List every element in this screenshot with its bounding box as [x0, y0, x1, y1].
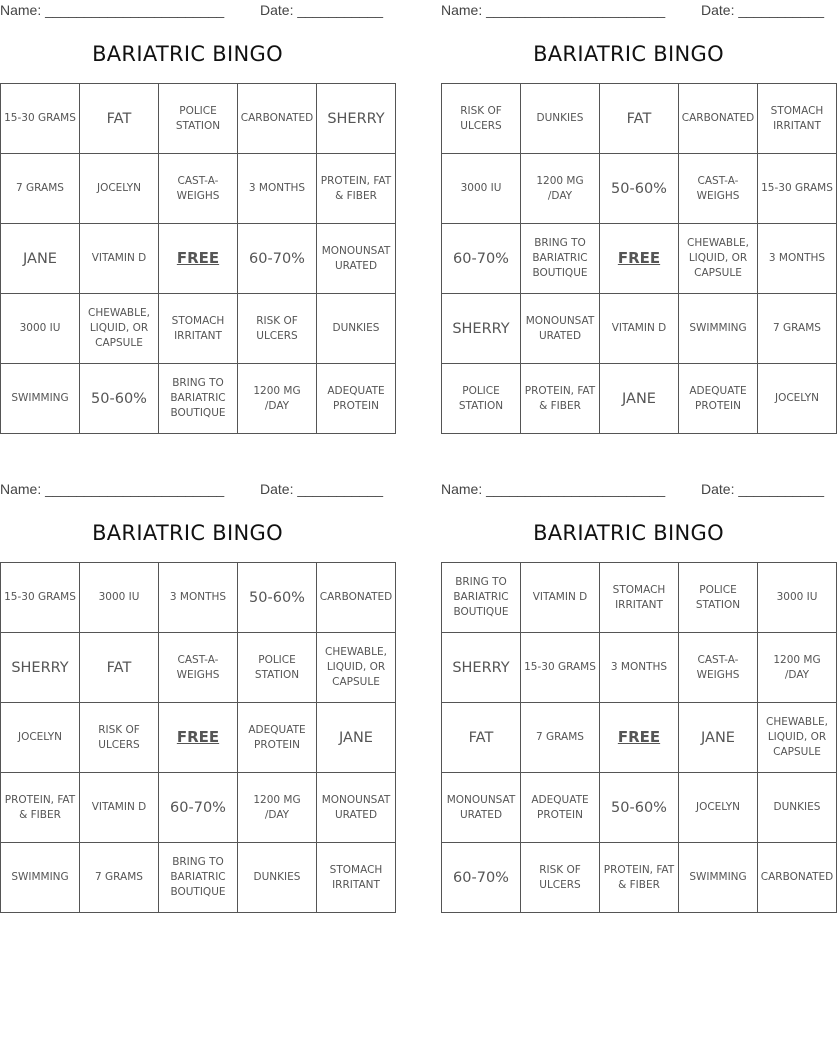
bingo-cell: 15-30 GRAMS: [1, 84, 80, 154]
bingo-cell: SHERRY: [317, 84, 396, 154]
bingo-cell: CHEWABLE, LIQUID, OR CAPSULE: [679, 224, 758, 294]
name-date-line: [0, 479, 383, 501]
bingo-cell: CARBONATED: [238, 84, 317, 154]
bingo-cell: STOMACH IRRITANT: [758, 84, 837, 154]
bingo-cell: POLICE STATION: [159, 84, 238, 154]
grid-row: [442, 364, 837, 434]
bingo-cell: SHERRY: [442, 294, 521, 364]
bingo-cell: JANE: [600, 364, 679, 434]
bingo-cell: ADEQUATE PROTEIN: [317, 364, 396, 434]
bingo-cell: 1200 MG /DAY: [521, 154, 600, 224]
bingo-cell: 60-70%: [442, 224, 521, 294]
bingo-cell: PROTEIN, FAT & FIBER: [521, 364, 600, 434]
bingo-cell: FAT: [600, 84, 679, 154]
grid-row: [1, 773, 396, 843]
bingo-grid: [441, 562, 837, 913]
bingo-cell: VITAMIN D: [80, 773, 159, 843]
bingo-cell: 15-30 GRAMS: [1, 563, 80, 633]
bingo-cell: 7 GRAMS: [521, 703, 600, 773]
bingo-cell: POLICE STATION: [442, 364, 521, 434]
bingo-cell: SHERRY: [442, 633, 521, 703]
bingo-cell: 15-30 GRAMS: [758, 154, 837, 224]
bingo-cell: STOMACH IRRITANT: [600, 563, 679, 633]
bingo-cell: SWIMMING: [1, 364, 80, 434]
bingo-cell: 7 GRAMS: [80, 843, 159, 913]
bingo-cell: POLICE STATION: [679, 563, 758, 633]
bingo-cell: CARBONATED: [679, 84, 758, 154]
card-title: BARIATRIC BINGO: [533, 521, 724, 545]
bingo-cell: RISK OF ULCERS: [521, 843, 600, 913]
bingo-cell: 50-60%: [238, 563, 317, 633]
card-title: BARIATRIC BINGO: [533, 42, 724, 66]
grid-row: [442, 294, 837, 364]
bingo-cell: 50-60%: [600, 154, 679, 224]
bingo-cell: POLICE STATION: [238, 633, 317, 703]
grid-row: [442, 843, 837, 913]
bingo-cell: 3000 IU: [80, 563, 159, 633]
bingo-cell: CHEWABLE, LIQUID, OR CAPSULE: [317, 633, 396, 703]
bingo-cell: BRING TO BARIATRIC BOUTIQUE: [159, 843, 238, 913]
bingo-cell: 3000 IU: [758, 563, 837, 633]
bingo-cell: ADEQUATE PROTEIN: [521, 773, 600, 843]
bingo-grid: [0, 83, 396, 434]
name-field: Name: _______________________: [441, 2, 666, 18]
bingo-cell: FAT: [80, 84, 159, 154]
bingo-cell: CARBONATED: [317, 563, 396, 633]
bingo-cell: DUNKIES: [238, 843, 317, 913]
bingo-cell: STOMACH IRRITANT: [159, 294, 238, 364]
bingo-cell: VITAMIN D: [600, 294, 679, 364]
bingo-cell: FAT: [80, 633, 159, 703]
bingo-cell: 1200 MG /DAY: [238, 364, 317, 434]
bingo-cell: FAT: [442, 703, 521, 773]
grid-row: [1, 294, 396, 364]
bingo-cell: ADEQUATE PROTEIN: [238, 703, 317, 773]
bingo-cell: 50-60%: [600, 773, 679, 843]
name-date-line: [441, 479, 824, 501]
free-space: FREE: [600, 224, 679, 294]
bingo-grid: [441, 83, 837, 434]
bingo-cell: CAST-A-WEIGHS: [159, 154, 238, 224]
card-title: BARIATRIC BINGO: [92, 521, 283, 545]
bingo-cell: SWIMMING: [679, 294, 758, 364]
bingo-cell: 3 MONTHS: [238, 154, 317, 224]
bingo-cell: 60-70%: [159, 773, 238, 843]
date-field: Date: ___________: [701, 481, 824, 497]
grid-row: [1, 84, 396, 154]
bingo-cell: 50-60%: [80, 364, 159, 434]
bingo-cell: 3000 IU: [442, 154, 521, 224]
card-title: BARIATRIC BINGO: [92, 42, 283, 66]
name-field: Name: _______________________: [441, 481, 666, 497]
bingo-cell: 3 MONTHS: [159, 563, 238, 633]
bingo-cell: PROTEIN, FAT & FIBER: [600, 843, 679, 913]
bingo-cell: MONOUNSATURATED: [317, 224, 396, 294]
date-field: Date: ___________: [260, 2, 383, 18]
grid-row: [1, 364, 396, 434]
free-space: FREE: [600, 703, 679, 773]
grid-row: [442, 563, 837, 633]
bingo-cell: MONOUNSATURATED: [521, 294, 600, 364]
bingo-cell: SWIMMING: [679, 843, 758, 913]
bingo-cell: MONOUNSATURATED: [317, 773, 396, 843]
bingo-cell: 3000 IU: [1, 294, 80, 364]
bingo-cell: 7 GRAMS: [1, 154, 80, 224]
bingo-cell: 60-70%: [238, 224, 317, 294]
name-field: Name: _______________________: [0, 2, 225, 18]
bingo-cell: STOMACH IRRITANT: [317, 843, 396, 913]
bingo-cell: PROTEIN, FAT & FIBER: [1, 773, 80, 843]
bingo-cell: 3 MONTHS: [600, 633, 679, 703]
bingo-cell: JANE: [317, 703, 396, 773]
name-field: Name: _______________________: [0, 481, 225, 497]
bingo-cell: DUNKIES: [521, 84, 600, 154]
bingo-cell: VITAMIN D: [521, 563, 600, 633]
bingo-cell: RISK OF ULCERS: [238, 294, 317, 364]
bingo-grid: [0, 562, 396, 913]
bingo-cell: CAST-A-WEIGHS: [159, 633, 238, 703]
bingo-cell: ADEQUATE PROTEIN: [679, 364, 758, 434]
bingo-cell: PROTEIN, FAT & FIBER: [317, 154, 396, 224]
bingo-cell: BRING TO BARIATRIC BOUTIQUE: [159, 364, 238, 434]
grid-row: [1, 563, 396, 633]
name-date-line: [0, 0, 383, 22]
bingo-cell: RISK OF ULCERS: [442, 84, 521, 154]
bingo-cell: DUNKIES: [317, 294, 396, 364]
bingo-cell: 3 MONTHS: [758, 224, 837, 294]
bingo-cell: BRING TO BARIATRIC BOUTIQUE: [521, 224, 600, 294]
grid-row: [1, 843, 396, 913]
bingo-cell: JANE: [1, 224, 80, 294]
date-field: Date: ___________: [701, 2, 824, 18]
bingo-cell: CAST-A-WEIGHS: [679, 154, 758, 224]
bingo-cell: CARBONATED: [758, 843, 837, 913]
bingo-cell: JOCELYN: [679, 773, 758, 843]
bingo-cell: JOCELYN: [1, 703, 80, 773]
bingo-cell: 15-30 GRAMS: [521, 633, 600, 703]
bingo-cell: CAST-A-WEIGHS: [679, 633, 758, 703]
bingo-cell: MONOUNSATURATED: [442, 773, 521, 843]
bingo-cell: 1200 MG /DAY: [238, 773, 317, 843]
bingo-cell: CHEWABLE, LIQUID, OR CAPSULE: [80, 294, 159, 364]
name-date-line: [441, 0, 824, 22]
bingo-cell: JANE: [679, 703, 758, 773]
date-field: Date: ___________: [260, 481, 383, 497]
grid-row: [442, 224, 837, 294]
bingo-cell: SHERRY: [1, 633, 80, 703]
grid-row: [442, 633, 837, 703]
bingo-cell: DUNKIES: [758, 773, 837, 843]
bingo-cell: 60-70%: [442, 843, 521, 913]
grid-row: [442, 773, 837, 843]
bingo-cell: 1200 MG /DAY: [758, 633, 837, 703]
bingo-cell: CHEWABLE, LIQUID, OR CAPSULE: [758, 703, 837, 773]
bingo-cell: 7 GRAMS: [758, 294, 837, 364]
bingo-cell: SWIMMING: [1, 843, 80, 913]
bingo-cell: BRING TO BARIATRIC BOUTIQUE: [442, 563, 521, 633]
free-space: FREE: [159, 224, 238, 294]
grid-row: [1, 633, 396, 703]
grid-row: [1, 154, 396, 224]
grid-row: [1, 703, 396, 773]
bingo-cell: VITAMIN D: [80, 224, 159, 294]
grid-row: [442, 154, 837, 224]
grid-row: [1, 224, 396, 294]
bingo-cell: JOCELYN: [758, 364, 837, 434]
grid-row: [442, 84, 837, 154]
grid-row: [442, 703, 837, 773]
bingo-cell: JOCELYN: [80, 154, 159, 224]
bingo-cell: RISK OF ULCERS: [80, 703, 159, 773]
free-space: FREE: [159, 703, 238, 773]
